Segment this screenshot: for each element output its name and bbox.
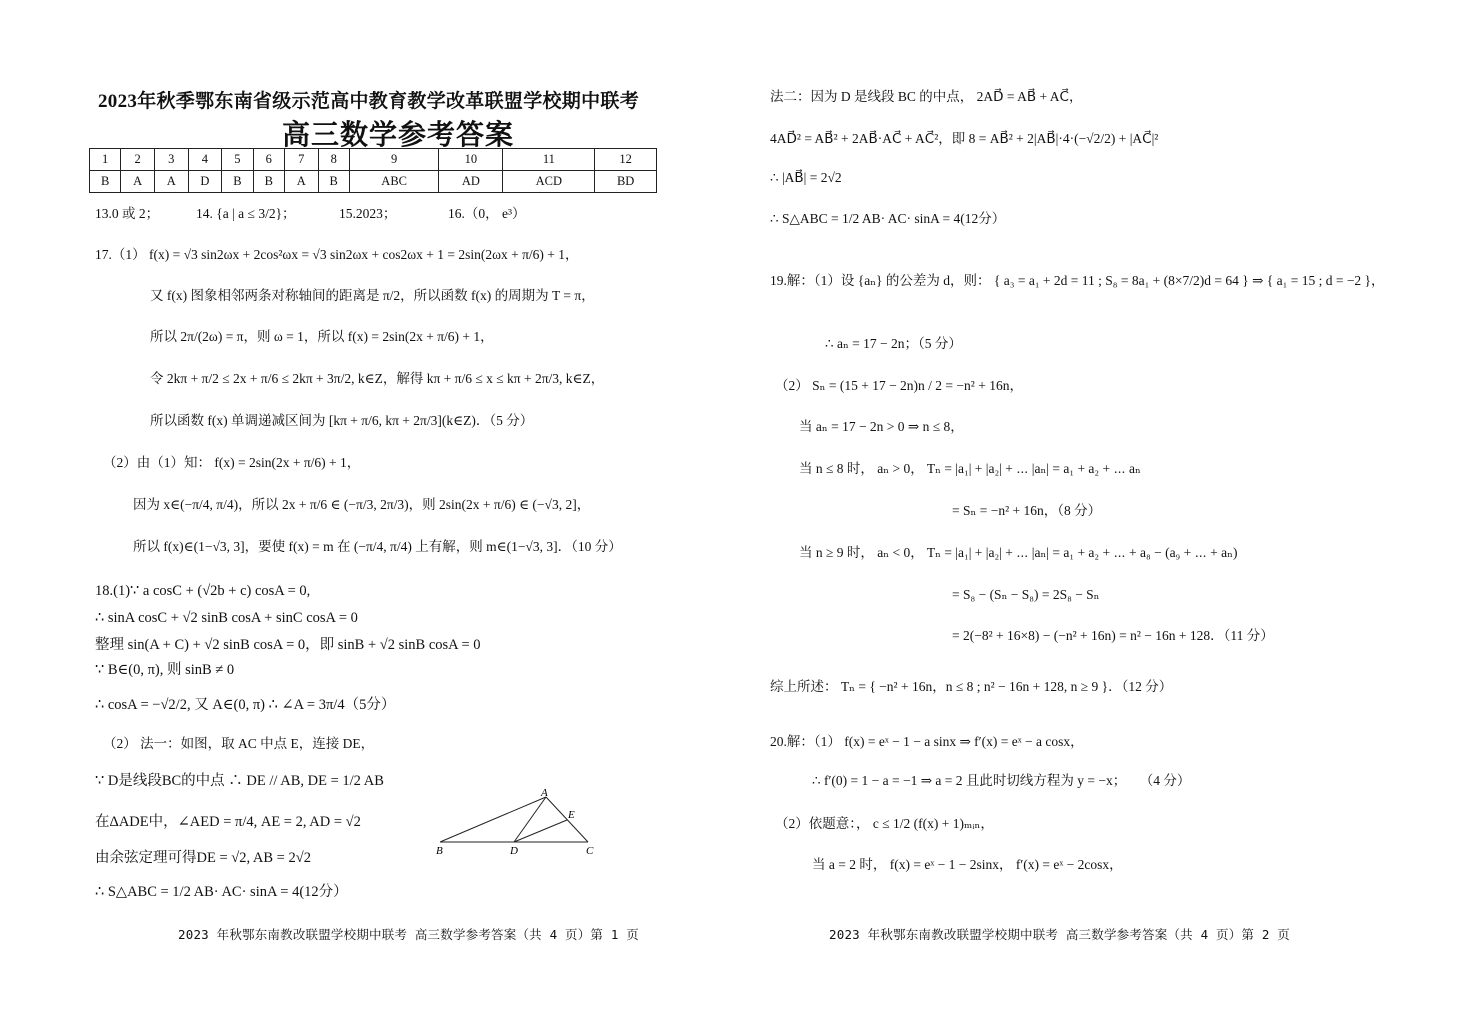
question-number-cell: 11 — [503, 149, 595, 171]
solution-line: ∴ S△ABC = 1/2 AB· AC· sinA = 4(12分） — [770, 211, 1006, 226]
right-page — [737, 0, 1474, 1021]
solution-line: 当 n ≥ 9 时， aₙ < 0， Tₙ = |a₁| + |a₂| + ⋯ |aₙ| = a₁ + a₂ + ⋯ + a₈ − (a₉ + ⋯ + aₙ) — [799, 545, 1238, 560]
solution-line: ∴ f′(0) = 1 − a = −1 ⇒ a = 2 且此时切线方程为 y = −x； （4 分） — [812, 773, 1191, 788]
solution-line: = Sₙ = −n² + 16n，（8 分） — [952, 503, 1102, 518]
solution-line: = S₈ − (Sₙ − S₈) = 2S₈ − Sₙ — [952, 587, 1100, 602]
fill-in-13: 13.0 或 2； — [95, 206, 160, 221]
answer-cell: AD — [439, 171, 503, 193]
question-number-cell: 4 — [188, 149, 222, 171]
solution-line: ∴ |AB⃗| = 2√2 — [770, 170, 842, 185]
solution-line: 综上所述： Tₙ = { −n² + 16n，n ≤ 8 ; n² − 16n + 128, n ≥ 9 }．（12 分） — [770, 679, 1173, 694]
solution-line: 又 f(x) 图象相邻两条对称轴间的距离是 π/2，所以函数 f(x) 的周期为 T = π， — [150, 288, 595, 303]
answer-cell: BD — [595, 171, 657, 193]
question-number-cell: 3 — [154, 149, 188, 171]
fill-in-16: 16.（0， e³） — [448, 206, 526, 221]
solution-line: 所以 f(x)∈(1−√3, 3]，要使 f(x) = m 在 (−π/4, π/4) 上有解，则 m∈(1−√3, 3]．（10 分） — [133, 539, 622, 554]
answer-cell: A — [121, 171, 155, 193]
solution-line: = 2(−8² + 16×8) − (−n² + 16n) = n² − 16n + 128．（11 分） — [952, 628, 1274, 643]
question-number-cell: 12 — [595, 149, 657, 171]
page-footer: 2023 年秋鄂东南教改联盟学校期中联考 高三数学参考答案（共 4 页）第 2 页 — [829, 927, 1291, 942]
solution-line: 20.解：（1） f(x) = eˣ − 1 − a sinx ⇒ f′(x) = eˣ − a cosx， — [770, 734, 1084, 749]
label-D: D — [510, 845, 518, 857]
solution-line: ∵ B∈(0, π), 则 sinB ≠ 0 — [95, 662, 235, 678]
solution-line: 所以函数 f(x) 单调递减区间为 [kπ + π/6, kπ + 2π/3](k∈Z)．（5 分） — [150, 413, 534, 428]
answer-table-answers — [90, 171, 657, 193]
solution-line: 当 a = 2 时， f(x) = eˣ − 1 − 2sinx， f′(x) = eˣ − 2cosx， — [812, 857, 1123, 872]
solution-line: 由余弦定理可得DE = √2, AB = 2√2 — [95, 850, 311, 866]
solution-line: （2）依题意：， c ≤ 1/2 (f(x) + 1)ₘᵢₙ， — [775, 816, 994, 831]
solution-line: 所以 2π/(2ω) = π，则 ω = 1，所以 f(x) = 2sin(2x + π/6) + 1， — [150, 329, 494, 344]
question-number-cell: 9 — [349, 149, 439, 171]
question-number-cell: 1 — [90, 149, 121, 171]
solution-line: 当 aₙ = 17 − 2n > 0 ⇒ n ≤ 8， — [799, 419, 964, 434]
solution-line: 在ΔADE中，∠AED = π/4, AE = 2, AD = √2 — [95, 814, 361, 830]
solution-line: ∴ sinA cosC + √2 sinB cosA + sinC cosA = 0 — [95, 610, 358, 626]
question-number-cell: 2 — [121, 149, 155, 171]
solution-line: ∴ S△ABC = 1/2 AB· AC· sinA = 4(12分） — [95, 884, 348, 900]
answer-cell: ACD — [503, 171, 595, 193]
label-B: B — [436, 845, 443, 857]
answer-cell: B — [318, 171, 349, 193]
answer-cell: B — [90, 171, 121, 193]
solution-line: 19.解：（1）设 {aₙ} 的公差为 d，则： { a₃ = a₁ + 2d = 11 ; S₈ = 8a₁ + (8×7/2)d = 64 } ⇒ { a₁ = 15 ; d = −2 }， — [770, 273, 1385, 288]
solution-line: 当 n ≤ 8 时， aₙ > 0， Tₙ = |a₁| + |a₂| + ⋯ |aₙ| = a₁ + a₂ + ⋯ aₙ — [799, 461, 1141, 476]
label-A: A — [541, 787, 548, 799]
question-number-cell: 8 — [318, 149, 349, 171]
solution-line: ∴ aₙ = 17 − 2n；（5 分） — [825, 336, 962, 351]
triangle-figure — [432, 785, 602, 860]
solution-line: 令 2kπ + π/2 ≤ 2x + π/6 ≤ 2kπ + 3π/2, k∈Z，解得 kπ + π/6 ≤ x ≤ kπ + 2π/3, k∈Z， — [150, 371, 605, 386]
question-number-cell: 7 — [284, 149, 318, 171]
solution-line: 因为 x∈(−π/4, π/4)，所以 2x + π/6 ∈ (−π/3, 2π/3)，则 2sin(2x + π/6) ∈ (−√3, 2]， — [133, 497, 591, 512]
label-C: C — [586, 845, 594, 857]
fill-in-14: 14. {a | a ≤ 3/2}； — [196, 206, 296, 221]
solution-line: （2） Sₙ = (15 + 17 − 2n)n / 2 = −n² + 16n， — [775, 378, 1023, 393]
answer-cell: A — [284, 171, 318, 193]
solution-line: 整理 sin(A + C) + √2 sinB cosA = 0，即 sinB + √2 sinB cosA = 0 — [95, 637, 481, 653]
answer-cell: A — [154, 171, 188, 193]
answer-title: 高三数学参考答案 — [282, 120, 515, 151]
label-E: E — [568, 809, 575, 821]
question-number-cell: 10 — [439, 149, 503, 171]
answer-cell: B — [222, 171, 253, 193]
solution-line: （2） 法一：如图，取 AC 中点 E，连接 DE， — [103, 736, 375, 751]
fill-in-15: 15.2023； — [339, 206, 397, 221]
solution-line: ∵ D是线段BC的中点 ∴ DE // AB, DE = 1/2 AB — [95, 773, 384, 789]
answer-table — [89, 148, 657, 193]
answer-cell: B — [253, 171, 284, 193]
solution-line: （2）由（1）知： f(x) = 2sin(2x + π/6) + 1， — [103, 455, 361, 470]
exam-title: 2023年秋季鄂东南省级示范高中教育教学改革联盟学校期中联考 — [98, 91, 640, 112]
solution-line: 法二：因为 D 是线段 BC 的中点， 2AD⃗ = AB⃗ + AC⃗， — [770, 89, 1083, 104]
answer-cell: ABC — [349, 171, 439, 193]
solution-line: 18.(1)∵ a cosC + (√2b + c) cosA = 0, — [95, 583, 311, 599]
page-footer: 2023 年秋鄂东南教改联盟学校期中联考 高三数学参考答案（共 4 页）第 1 页 — [178, 927, 640, 942]
answer-table-numbers — [90, 149, 657, 171]
answer-cell: D — [188, 171, 222, 193]
question-number-cell: 6 — [253, 149, 284, 171]
solution-line: 4AD⃗² = AB⃗² + 2AB⃗·AC⃗ + AC⃗²，即 8 = AB⃗² + 2|AB⃗|·4·(−√2/2) + |AC⃗|² — [770, 131, 1159, 146]
solution-line: ∴ cosA = −√2/2, 又 A∈(0, π) ∴ ∠A = 3π/4（5分） — [95, 697, 396, 713]
question-number-cell: 5 — [222, 149, 253, 171]
solution-line: 17.（1） f(x) = √3 sin2ωx + 2cos²ωx = √3 sin2ωx + cos2ωx + 1 = 2sin(2ωx + π/6) + 1， — [95, 247, 579, 262]
